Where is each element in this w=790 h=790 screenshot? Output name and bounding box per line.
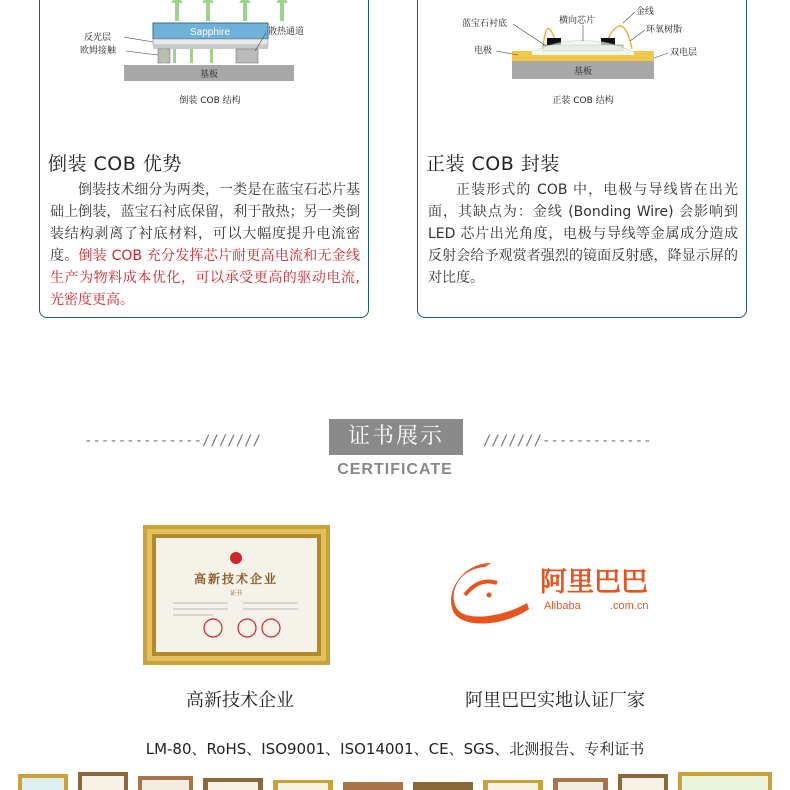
alibaba-domain-text: .com.cn <box>610 600 649 612</box>
certification-list: LM-80、RoHS、ISO9001、ISO14001、CE、SGS、北测报告、专利证书 <box>145 740 645 758</box>
alibaba-caption: 阿里巴巴实地认证厂家 <box>465 690 645 711</box>
flip-chip-card <box>39 0 369 318</box>
certificate-header <box>0 415 790 485</box>
gold-wire-label: 金线 <box>636 7 655 17</box>
emblem-icon <box>230 552 242 564</box>
certificate-subtitle: CERTIFICATE <box>337 461 453 478</box>
light-arrows-icon <box>171 0 288 21</box>
flip-chip-body-text: 倒装技术细分为两类，一类是在蓝宝石芯片基础上倒装，蓝宝石衬底保留，利于散热；另一类倒装结构剥离了衬底材料，可以大幅度提升电流密度。 <box>50 182 360 264</box>
alibaba-en-text: Alibaba <box>544 600 581 612</box>
high-tech-caption: 高新技术企业 <box>186 690 294 711</box>
certificate-title: 证书展示 <box>329 419 463 455</box>
flip-chip-body-highlight: 倒装 COB 充分发挥芯片耐更高电流和无金线生产为物料成本优化，可以承受更高的驱动电流,光密度更高。 <box>50 248 360 308</box>
frame-title: 高新技术企业 <box>193 572 279 586</box>
certificates-strip <box>18 770 772 790</box>
flip-chip-body <box>50 179 360 311</box>
sapphire-label: Sapphire <box>189 27 231 38</box>
alibaba-cn-text: 阿里巴巴 <box>540 567 648 598</box>
face-up-card <box>417 0 747 318</box>
face-up-title: 正装 COB 封装 <box>426 153 560 175</box>
decor-right: ///////------------- <box>483 433 652 449</box>
flip-chip-title: 倒装 COB 优势 <box>48 153 182 175</box>
reflect-label: 反光层 <box>84 33 112 43</box>
electrode-label: 电极 <box>474 46 493 56</box>
substrate-label-left: 基板 <box>199 70 219 80</box>
diagram-caption-left: 倒装 COB 结构 <box>179 96 241 106</box>
sapphire-substrate-label: 蓝宝石衬底 <box>462 19 508 29</box>
decor-left: --------------/////// <box>84 433 262 449</box>
flip-chip-diagram <box>40 0 370 111</box>
epoxy-label: 环氧树脂 <box>646 25 683 35</box>
substrate-label-right: 基板 <box>573 67 593 77</box>
face-up-body: 正装形式的 COB 中，电极与导线皆在出光面，其缺点为：金线 (Bonding Wire) 会影响到 LED 芯片出光角度，电极与导线等金属成分造成反射会给予观赏者强烈的镜面反射感，降显示屏的对比度。 <box>428 182 738 286</box>
high-tech-certificate-image <box>143 525 330 665</box>
frame-subtitle: 证书 <box>229 590 243 597</box>
alibaba-logo <box>445 555 675 635</box>
lateral-chip-label: 横向芯片 <box>559 16 596 26</box>
double-layer-label: 双电层 <box>670 48 698 58</box>
diagram-caption-right: 正装 COB 结构 <box>552 96 614 106</box>
face-up-diagram <box>418 0 748 111</box>
ohmic-label: 欧姆接触 <box>80 46 117 56</box>
heat-channel-label: 散热通道 <box>268 27 305 37</box>
